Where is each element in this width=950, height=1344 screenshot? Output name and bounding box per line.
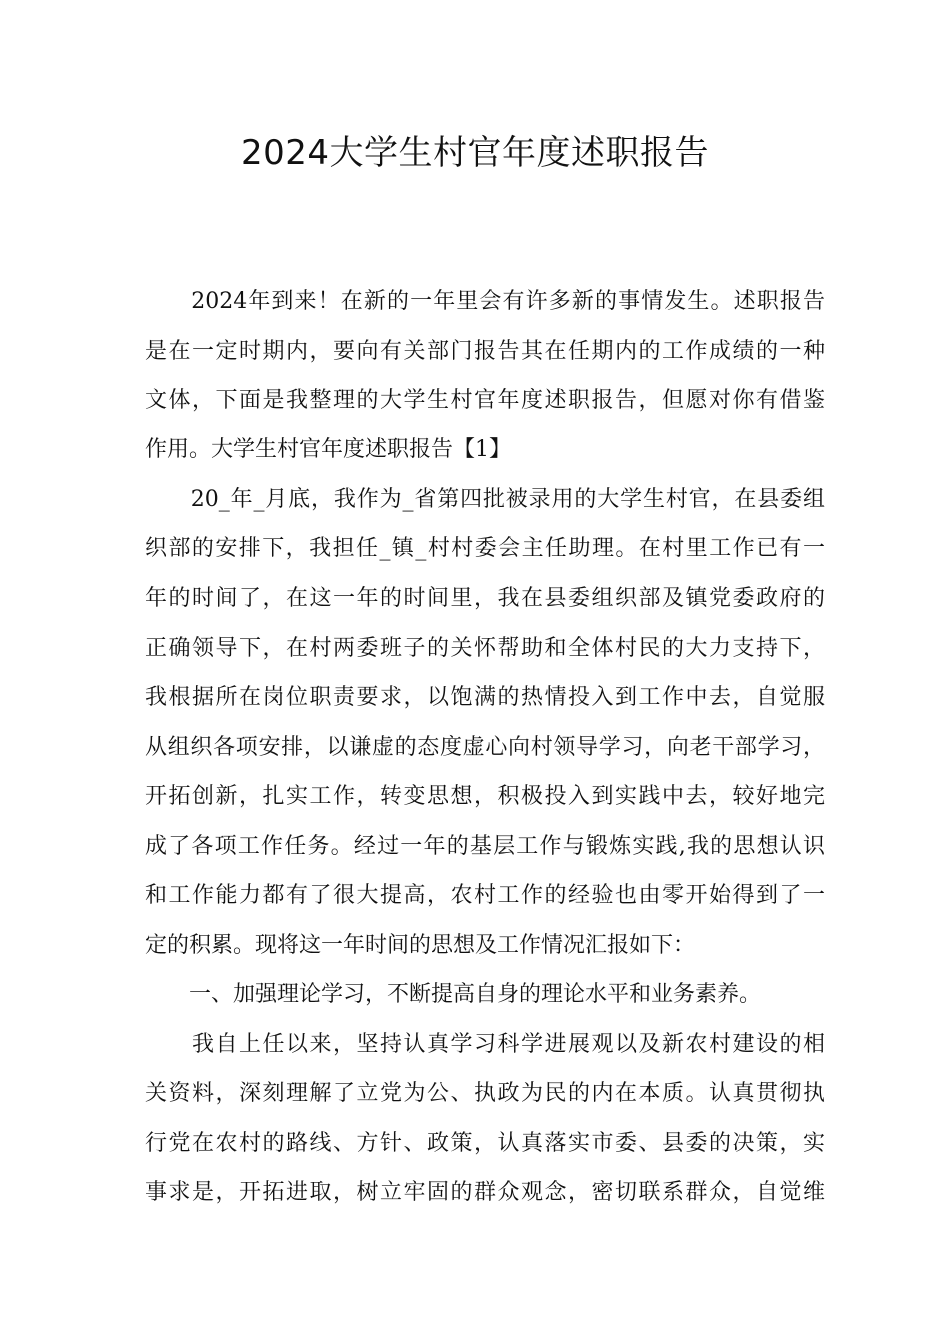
body-line: 我根据所在岗位职责要求，以饱满的热情投入到工作中去，自觉服 (145, 685, 825, 710)
body-line: 定的积累。现将这一年时间的思想及工作情况汇报如下： (145, 933, 696, 958)
section-heading: 一、加强理论学习，不断提高自身的理论水平和业务素养。 (145, 982, 762, 1007)
body-line: 开拓创新，扎实工作，转变思想，积极投入到实践中去，较好地完 (145, 784, 825, 809)
body-line: 我自上任以来，坚持认真学习科学进展观以及新农村建设的相 (145, 1032, 825, 1057)
body-line: 成了各项工作任务。经过一年的基层工作与锻炼实践,我的思想认识 (145, 834, 825, 859)
body-line: 事求是，开拓进取，树立牢固的群众观念，密切联系群众，自觉维 (145, 1180, 825, 1205)
body-line: 织部的安排下，我担任_镇_村村委会主任助理。在村里工作已有一 (145, 536, 825, 561)
body-line: 20_年_月底，我作为_省第四批被录用的大学生村官，在县委组 (145, 487, 825, 512)
body-line: 从组织各项安排，以谦虚的态度虚心向村领导学习，向老干部学习， (145, 735, 825, 760)
body-line: 行党在农村的路线、方针、政策，认真落实市委、县委的决策，实 (145, 1131, 825, 1156)
body-line: 关资料，深刻理解了立党为公、执政为民的内在本质。认真贯彻执 (145, 1081, 825, 1106)
body-line: 作用。大学生村官年度述职报告【1】 (145, 437, 511, 462)
body-line: 和工作能力都有了很大提高，农村工作的经验也由零开始得到了一 (145, 883, 825, 908)
body-line: 正确领导下，在村两委班子的关怀帮助和全体村民的大力支持下， (145, 636, 825, 661)
body-line: 2024年到来！在新的一年里会有许多新的事情发生。述职报告 (145, 289, 825, 314)
body-line: 是在一定时期内，要向有关部门报告其在任期内的工作成绩的一种 (145, 339, 825, 364)
body-line: 文体，下面是我整理的大学生村官年度述职报告，但愿对你有借鉴 (145, 388, 825, 413)
body-line: 年的时间了，在这一年的时间里，我在县委组织部及镇党委政府的 (145, 586, 825, 611)
document-title: 2024大学生村官年度述职报告 (240, 133, 710, 173)
